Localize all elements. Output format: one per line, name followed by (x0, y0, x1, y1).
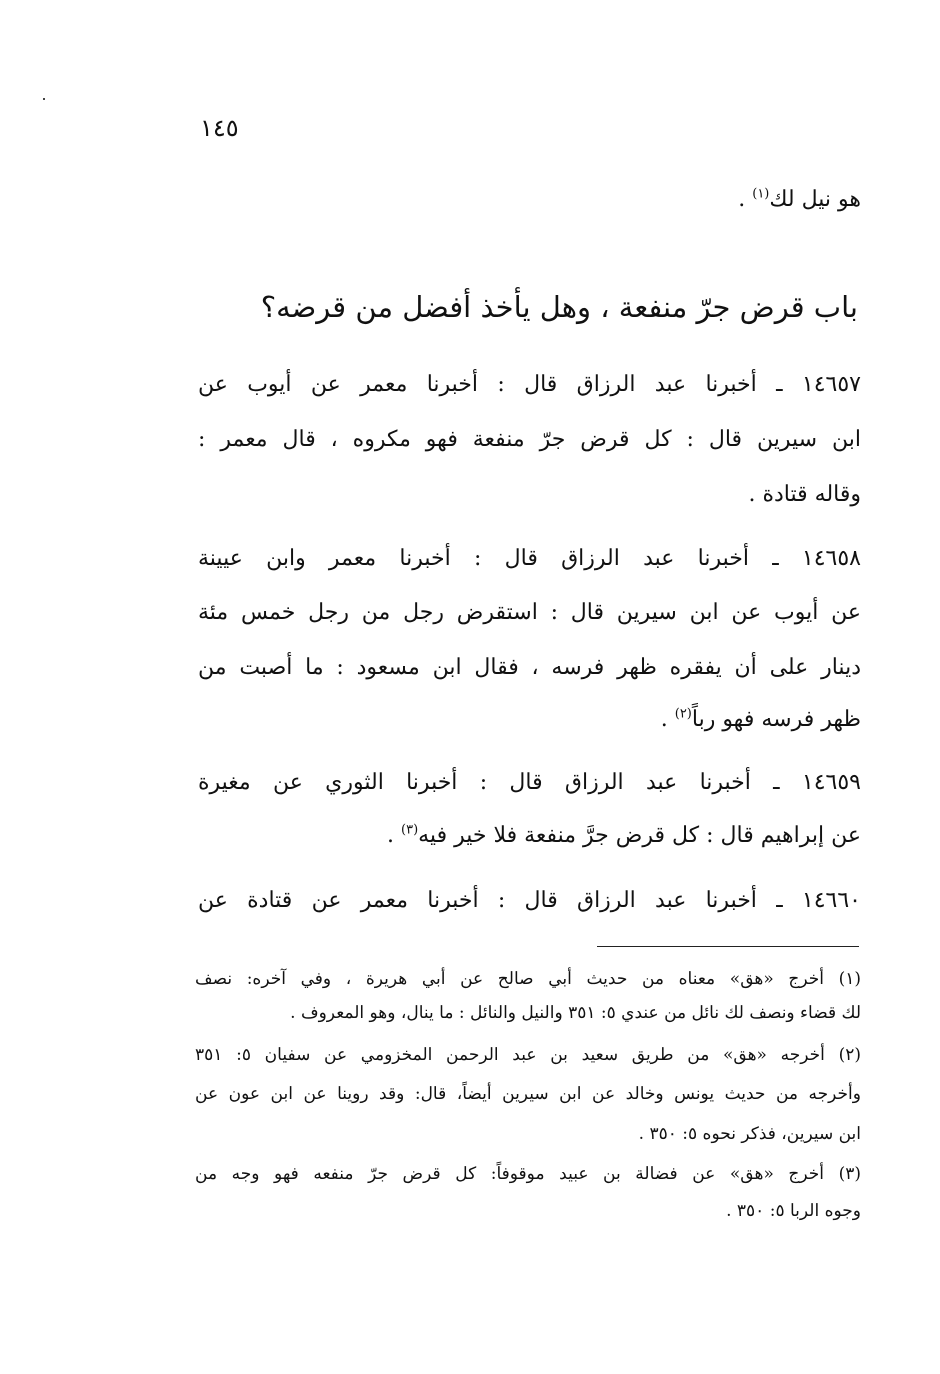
hadith-14658-line-2: عن أيوب عن ابن سيرين قال : استقرض رجل من رجل خمس مئة (198, 600, 861, 625)
footnote-3-line-1: (٣) أخرج «هق» عن فضالة بن عبيد موقوفاً: كل قرض جرّ منفعه فهو وجه من (195, 1164, 861, 1184)
hadith-14659-line-2 (198, 823, 861, 849)
footnote-1-line-1: (١) أخرج «هق» معناه من حديث أبي صالح عن أبي هريرة ، وفي آخره: نصف (195, 969, 861, 989)
hadith-14657-line-2: ابن سيرين قال : كل قرض جرّ منفعة فهو مكروه ، قال معمر : (198, 427, 861, 452)
footnote-marker-1: (١) (752, 186, 770, 202)
footnote-separator (597, 946, 859, 947)
page-number: ١٤٥ (200, 114, 239, 142)
chapter-heading: باب قرض جرّ منفعة ، وهل يأخذ أفضل من قرضه؟ (260, 290, 858, 324)
footnote-3-line-2: وجوه الربا ٥: ٣٥٠ . (726, 1201, 861, 1221)
hadith-14657-line-3: وقاله قتادة . (748, 482, 861, 507)
hadith-14659-line-2-text: عن إبراهيم قال : كل قرض جرَّ منفعة فلا خير فيه (418, 823, 861, 848)
intro-end: . (738, 187, 753, 212)
footnote-1-line-2: لك قضاء ونصف لك نائل من عندي ٥: ٣٥١ والنيل والنائل : ما ينال، وهو المعروف . (290, 1003, 861, 1023)
hadith-14658-line-4-text: ظهر فرسه فهو رباً (691, 707, 861, 732)
hadith-14659-line-2-end: . (387, 823, 401, 848)
hadith-14658-line-1: ١٤٦٥٨ ـ أخبرنا عبد الرزاق قال : أخبرنا معمر وابن عيينة (198, 546, 861, 571)
intro-text: هو نيل لك (769, 187, 861, 212)
intro-line (198, 187, 861, 213)
footnote-2-line-1: (٢) أخرجه «هق» من طريق سعيد بن عبد الرحمن المخزومي عن سفيان ٥: ٣٥١ (195, 1045, 861, 1065)
hadith-14657-line-1: ١٤٦٥٧ ـ أخبرنا عبد الرزاق قال : أخبرنا معمر عن أيوب عن (198, 372, 861, 397)
footnote-marker-2: (٢) (674, 706, 692, 722)
hadith-14660-line-1: ١٤٦٦٠ ـ أخبرنا عبد الرزاق قال : أخبرنا معمر عن قتادة عن (198, 888, 861, 913)
footnote-marker-3: (٣) (401, 822, 419, 838)
footnote-2-line-3: ابن سيرين، فذكر نحوه ٥: ٣٥٠ . (638, 1124, 861, 1144)
scan-speck (43, 98, 45, 100)
footnote-2-line-2: وأخرجه من حديث يونس وخالد عن ابن سيرين أيضاً، قال: وقد روينا عن ابن عون عن (195, 1084, 861, 1104)
hadith-14658-line-4 (198, 707, 861, 733)
hadith-14659-line-1: ١٤٦٥٩ ـ أخبرنا عبد الرزاق قال : أخبرنا الثوري عن مغيرة (198, 770, 861, 795)
hadith-14658-line-3: دينار على أن يفقره ظهر فرسه ، فقال ابن مسعود : ما أصبت من (198, 655, 861, 680)
hadith-14658-line-4-end: . (660, 707, 675, 732)
